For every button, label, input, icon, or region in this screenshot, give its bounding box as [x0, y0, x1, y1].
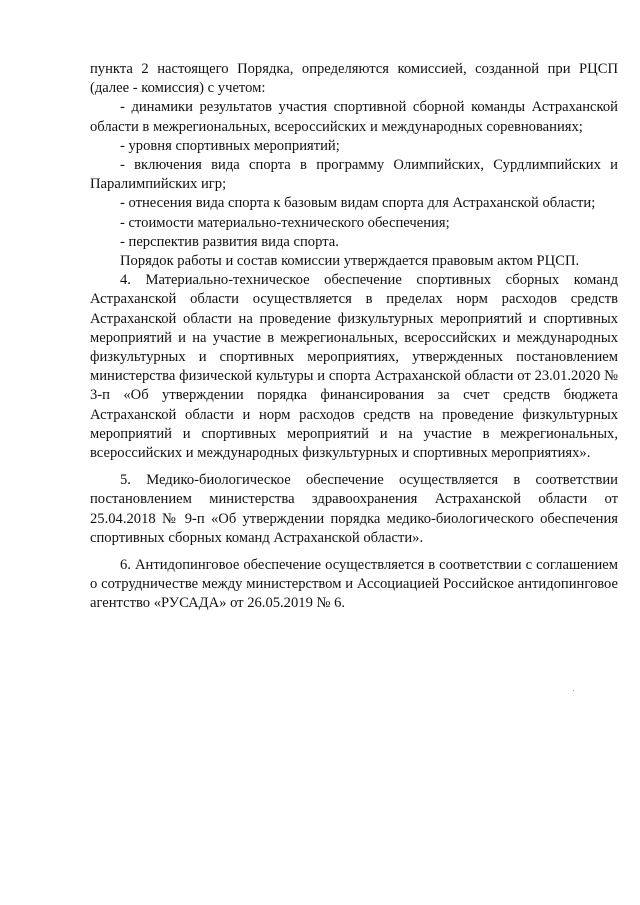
list-item-olympic-program: - включения вида спорта в программу Олимпийских, Сурдлимпийских и Паралимпийских игр;: [90, 157, 618, 193]
scan-speck: [573, 690, 574, 691]
list-item-dynamics: - динамики результатов участия спортивной сборной команды Астраханской области в межрегиональных, всероссийских и международных соревнованиях;: [90, 99, 618, 135]
list-item-event-level: - уровня спортивных мероприятий;: [120, 137, 340, 154]
document-body: [90, 60, 618, 614]
list-item-cost: - стоимости материально-технического обеспечения;: [120, 214, 450, 231]
paragraph-section-6: 6. Антидопинговое обеспечение осуществляется в соответствии с соглашением о сотрудничестве между министерством и Ассоциацией Российское антидопинговое агентство «РУСАДА» от 26.05.2019 № 6.: [90, 557, 618, 612]
paragraph-section-5: 5. Медико-биологическое обеспечение осуществляется в соответствии постановлением министерства здравоохранения Астраханской области от 25.04.2018 № 9-п «Об утверждении порядка медико-биологического обеспечения спортивных сборных команд Астраханской области».: [90, 472, 618, 546]
paragraph-section-4: 4. Материально-техническое обеспечение спортивных сборных команд Астраханской области осуществляется в пределах норм расходов средств Астраханской области на проведение физкультурных мероприятий и спортивных мероприятий и на участие в межрегиональных, всероссийских и международных физкультурных и спортивных мероприятиях, утвержденных постановлением министерства физической культуры и спорта Астраханской области от 23.01.2020 № 3-п «Об утверждении порядка финансирования за счет средств бюджета Астраханской области и норм расходов средств на проведение физкультурных мероприятий и спортивных мероприятий и на участие в межрегиональных, всероссийских и международных физкультурных и спортивных мероприятиях».: [90, 272, 618, 462]
list-item-prospects: - перспектив развития вида спорта.: [120, 233, 339, 250]
paragraph-commission-procedure: Порядок работы и состав комиссии утверждается правовым актом РЦСП.: [120, 253, 580, 270]
list-item-base-sports: - отнесения вида спорта к базовым видам спорта для Астраханской области;: [120, 195, 596, 212]
paragraph-commission-intro: пункта 2 настоящего Порядка, определяются комиссией, созданной при РЦСП (далее - комиссия) с учетом:: [90, 61, 618, 97]
